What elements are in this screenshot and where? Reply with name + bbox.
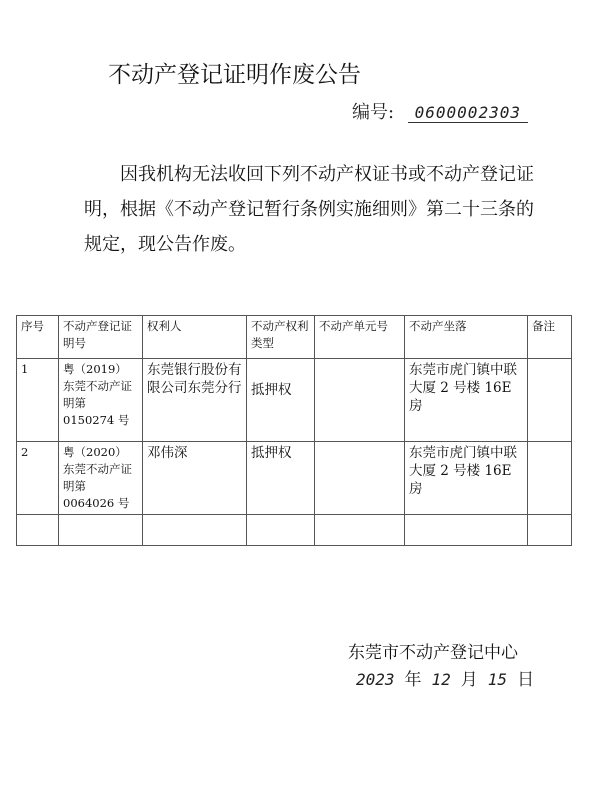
- cell-holder: 邓伟深: [143, 442, 247, 515]
- header-location: 不动产坐落: [405, 316, 528, 359]
- header-cert-no: 不动产登记证明号: [59, 316, 143, 359]
- date-month: 12: [431, 670, 451, 689]
- date-month-unit: 月: [460, 670, 478, 690]
- date-year: 2023: [356, 670, 395, 689]
- cell-index: 2: [17, 442, 59, 515]
- header-right-type: 不动产权利类型: [247, 316, 315, 359]
- date-day: 15: [487, 670, 508, 689]
- cell-location: 东莞市虎门镇中联大厦 2 号楼 16E 房: [405, 442, 528, 515]
- cell-holder: 东莞银行股份有限公司东莞分行: [143, 359, 247, 442]
- notice-body-text: 因我机构无法收回下列不动产权证书或不动产登记证明，根据《不动产登记暂行条例实施细则》第二十三条的规定，现公告作废。: [84, 164, 534, 255]
- table-row: [17, 442, 572, 515]
- date-year-unit: 年: [404, 670, 422, 690]
- table-row: [17, 359, 572, 442]
- table-row-empty: [17, 515, 572, 546]
- table-header-row: [17, 316, 572, 359]
- cell-right-type: 抵押权: [247, 442, 315, 515]
- number-value: 0600002303: [408, 103, 528, 123]
- cell-remark: [528, 359, 572, 442]
- document-title: 不动产登记证明作废公告: [108, 62, 361, 88]
- cell-location: 东莞市虎门镇中联大厦 2 号楼 16E 房: [405, 359, 528, 442]
- cell-cert-no: 粤（2020）东莞不动产证明第 0064026 号: [59, 442, 143, 515]
- notice-body: [84, 157, 544, 262]
- document-number: [352, 98, 528, 124]
- number-label: 编号:: [352, 102, 395, 123]
- header-remark: 备注: [528, 316, 572, 359]
- void-certificate-table: [16, 315, 572, 546]
- date-day-unit: 日: [517, 670, 535, 690]
- header-unit-no: 不动产单元号: [315, 316, 405, 359]
- cell-unit-no: [315, 359, 405, 442]
- cell-right-type: 抵押权: [247, 359, 315, 442]
- cell-index: 1: [17, 359, 59, 442]
- issuing-organization: 东莞市不动产登记中心: [348, 643, 518, 663]
- cell-unit-no: [315, 442, 405, 515]
- header-index: 序号: [17, 316, 59, 359]
- header-holder: 权利人: [143, 316, 247, 359]
- cell-remark: [528, 442, 572, 515]
- cell-cert-no: 粤（2019）东莞不动产证明第 0150274 号: [59, 359, 143, 442]
- issue-date: [356, 665, 534, 690]
